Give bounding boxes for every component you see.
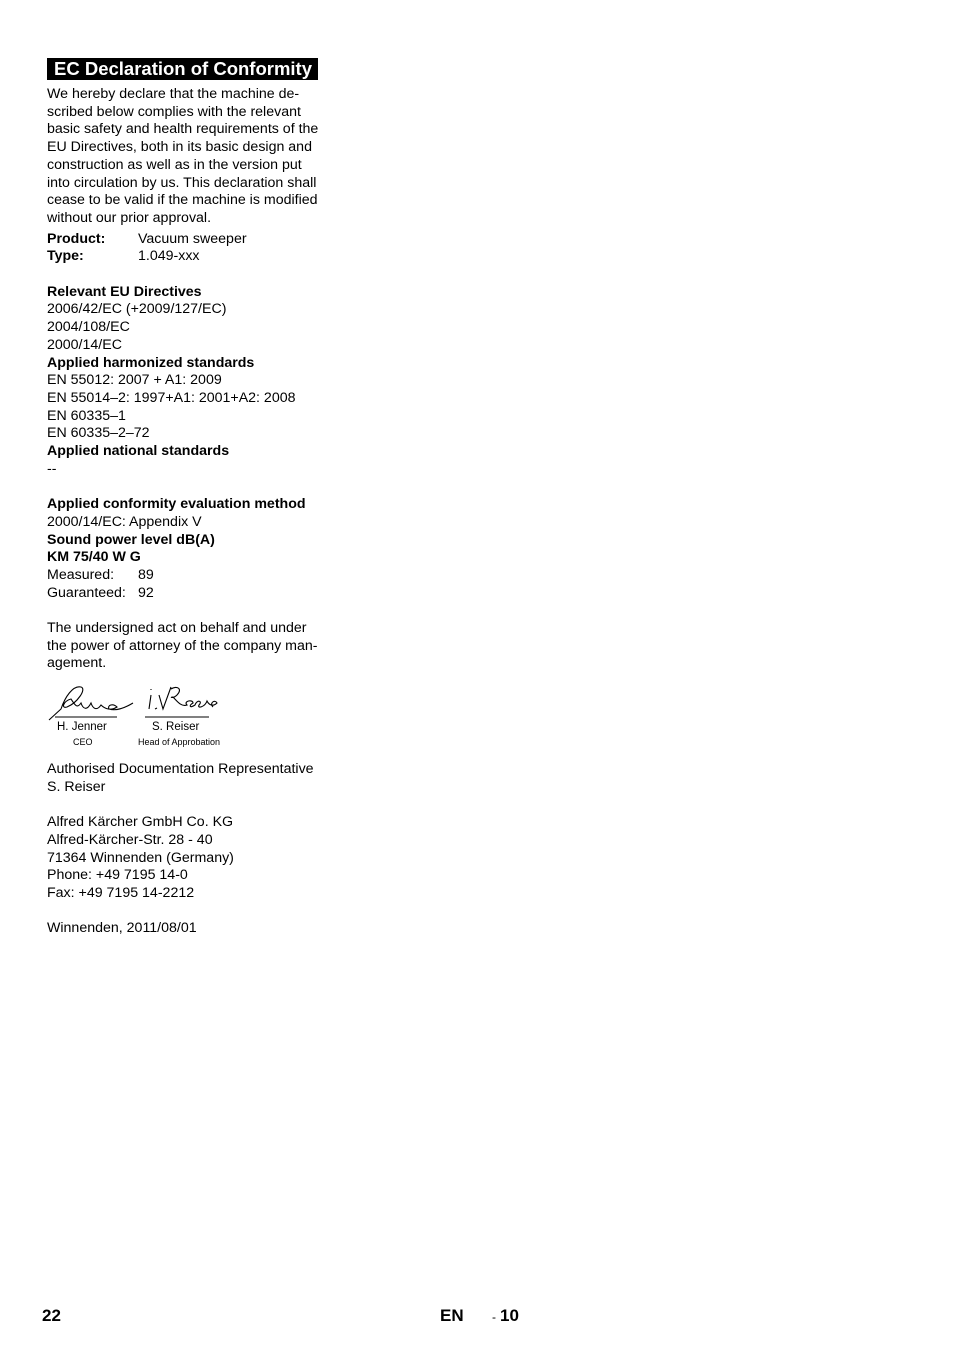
section-page-number: 10 [500,1306,519,1325]
directive-item: 2004/108/EC [47,319,130,336]
signature-block [47,683,332,747]
representative-line: Authorised Documentation Representative [47,761,314,778]
signature-scribbles [47,683,247,723]
signatory-role: CEO [73,737,93,748]
intro-line: cease to be valid if the machine is modified [47,192,318,209]
signature-jenner [49,687,133,720]
intro-text [47,86,332,228]
address-line: Alfred Kärcher GmbH Co. KG [47,814,234,831]
guaranteed-value: 92 [138,584,154,601]
section-page [492,1306,519,1326]
type-value: 1.049-xxx [138,248,200,265]
address-line: Alfred-Kärcher-Str. 28 - 40 [47,831,213,848]
national-heading: Applied national standards [47,443,230,460]
undersigned-line: agement. [47,655,107,672]
product-info [47,231,332,266]
measured-label: Measured: [47,566,115,583]
language-code: EN [440,1306,464,1325]
measured-value: 89 [138,566,154,583]
section-dash: - [492,1310,496,1324]
measured-row [47,567,332,585]
guaranteed-row [47,585,332,603]
product-value: Vacuum sweeper [138,230,247,247]
standard-item: EN 60335–2–72 [47,425,150,442]
intro-line: We hereby declare that the machine de- [47,86,300,102]
intro-line: into circulation by us. This declaration shall [47,174,317,191]
national-value: -- [47,460,57,477]
address-line: Phone: +49 7195 14-0 [47,867,188,884]
harmonized-heading: Applied harmonized standards [47,354,255,371]
undersigned-line: The undersigned act on behalf and under [47,620,307,637]
representative-line: S. Reiser [47,778,106,795]
directive-item: 2000/14/EC [47,336,122,353]
address-line: Fax: +49 7195 14-2212 [47,885,195,902]
intro-line: construction as well as in the version put [47,156,302,173]
directives-heading: Relevant EU Directives [47,283,202,300]
type-label: Type: [47,248,84,265]
signature-reiser [149,687,217,709]
page-title: EC Declaration of Conformity [47,58,318,80]
standard-item: EN 55014–2: 1997+A1: 2001+A2: 2008 [47,389,296,406]
evaluation-heading: Applied conformity evaluation method [47,496,306,513]
guaranteed-label: Guaranteed: [47,584,126,601]
intro-line: without our prior approval. [47,209,212,226]
declaration-column [47,58,332,938]
standard-item: EN 60335–1 [47,407,126,424]
place-date: Winnenden, 2011/08/01 [47,920,197,937]
sound-heading: Sound power level dB(A) [47,531,215,548]
signatory-name: S. Reiser [152,721,200,734]
intro-line: EU Directives, both in its basic design and [47,139,312,156]
standard-item: EN 55012: 2007 + A1: 2009 [47,372,222,389]
type-row [47,248,332,266]
address-line: 71364 Winnenden (Germany) [47,849,234,866]
product-label: Product: [47,230,106,247]
product-row [47,231,332,249]
signatory-role: Head of Approbation [138,737,221,748]
evaluation-value: 2000/14/EC: Appendix V [47,513,202,530]
undersigned-line: the power of attorney of the company man- [47,637,318,654]
page-number: 22 [42,1306,61,1325]
signatory-name: H. Jenner [57,721,107,734]
intro-line: scribed below complies with the relevant [47,103,301,120]
intro-line: basic safety and health requirements of the [47,121,319,138]
directive-item: 2006/42/EC (+2009/127/EC) [47,301,227,318]
sound-model: KM 75/40 W G [47,549,141,566]
